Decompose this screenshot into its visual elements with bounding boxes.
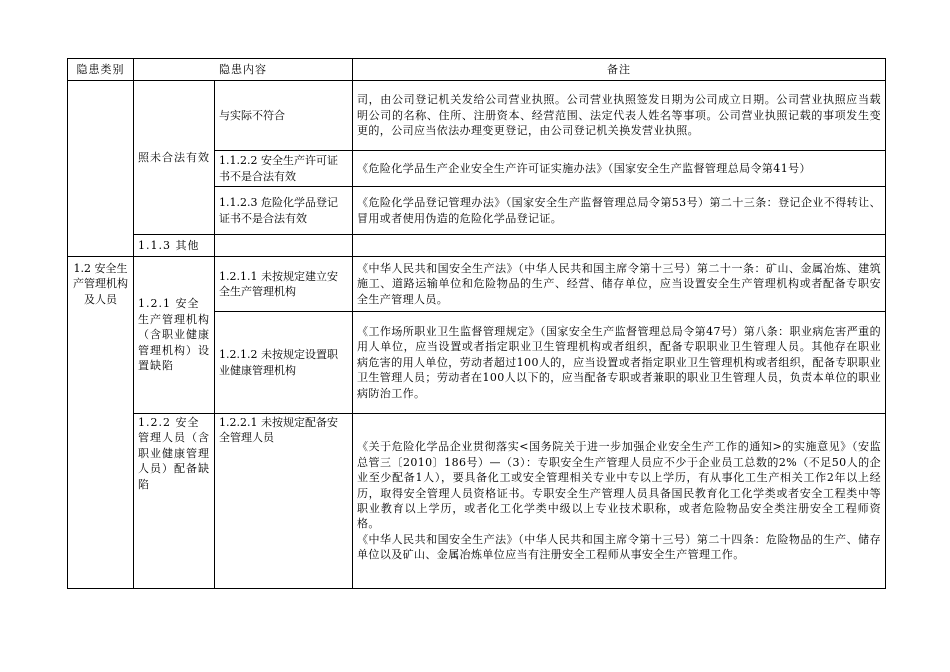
item-cell: 1.2.1.1 未按规定建立安全生产管理机构 xyxy=(215,257,353,312)
remark-paragraph: 《中华人民共和国安全生产法》（中华人民共和国主席令第十三号）第二十四条：危险物品的生产、储存单位以及矿山、金属冶炼单位应当有注册安全工程师从事安全生产管理工作。 xyxy=(357,532,881,562)
hazard-table xyxy=(67,58,886,589)
subcategory-cell: 1.2.2 安全管理人员（含职业健康管理人员）配备缺陷 xyxy=(134,414,215,589)
subcategory-cell: 1.2.1 安全生产管理机构（含职业健康管理机构）设置缺陷 xyxy=(134,257,215,414)
remark-cell: 《工作场所职业卫生监督管理规定》（国家安全生产监督管理总局令第47号）第八条：职业病危害严重的用人单位，应当设置或者指定职业卫生管理机构或者组织，配备专职职业卫生管理人员。其他存在职业病危害的用人单位，劳动者超过100人的，应当设置或者指定职业卫生管理机构或者组织，配备专职职业卫生管理人员；劳动者在100人以下的，应当配备专职或者兼职的职业卫生管理人员，负责本单位的职业病防治工作。 xyxy=(353,312,886,414)
remark-paragraph: 《关于危险化学品企业贯彻落实<国务院关于进一步加强企业安全生产工作的通知>的实施意见》（安监总管三〔2010〕186号）—（3）：专职安全生产管理人员应不少于企业员工总数的2%（不足50人的企业至少配备1人），要具备化工或安全管理相关专业中专以上学历，有从事化工生产相关工作2年以上经历，取得安全管理人员资格证书。专职安全生产管理人员具备国民教育化工化学类或者安全工程类中等职业教育以上学历，或者化工化学类中级以上专业技术职称，或者危险物品安全类注册安全工程师资格。 xyxy=(357,440,881,531)
table-row xyxy=(68,257,886,312)
remark-cell: 《中华人民共和国安全生产法》（中华人民共和国主席令第十三号）第二十一条：矿山、金属冶炼、建筑施工、道路运输单位和危险物品的生产、经营、储存单位，应当设置安全生产管理机构或者配备专职安全生产管理人员。 xyxy=(353,257,886,312)
item-cell: 1.1.2.3 危险化学品登记证书不是合法有效 xyxy=(215,187,353,235)
header-content: 隐患内容 xyxy=(134,59,353,81)
item-cell xyxy=(215,235,353,257)
category-cell: 1.2 安全生产管理机构及人员 xyxy=(68,257,134,589)
table-row xyxy=(68,235,886,257)
table-header-row xyxy=(68,59,886,81)
table-row xyxy=(68,81,886,151)
item-cell: 1.2.1.2 未按规定设置职业健康管理机构 xyxy=(215,312,353,414)
category-cell xyxy=(68,81,134,257)
item-cell: 与实际不符合 xyxy=(215,81,353,151)
item-cell: 1.2.2.1 未按规定配备安全管理人员 xyxy=(215,414,353,589)
header-remark: 备注 xyxy=(353,59,886,81)
subcategory-cell: 1.1.3 其他 xyxy=(134,235,215,257)
header-category: 隐患类别 xyxy=(68,59,134,81)
remark-cell: 《危险化学品登记管理办法》（国家安全生产监督管理总局令第53号）第二十三条：登记企业不得转让、冒用或者使用伪造的危险化学品登记证。 xyxy=(353,187,886,235)
remark-cell: 司，由公司登记机关发给公司营业执照。公司营业执照签发日期为公司成立日期。公司营业执照应当载明公司的名称、住所、注册资本、经营范围、法定代表人姓名等事项。公司营业执照记载的事项发生变更的，公司应当依法办理变更登记，由公司登记机关换发营业执照。 xyxy=(353,81,886,151)
item-cell: 1.1.2.2 安全生产许可证书不是合法有效 xyxy=(215,151,353,187)
remark-cell xyxy=(353,414,886,589)
subcategory-cell: 照未合法有效 xyxy=(134,81,215,235)
remark-cell xyxy=(353,235,886,257)
table-row xyxy=(68,414,886,589)
remark-cell: 《危险化学品生产企业安全生产许可证实施办法》（国家安全生产监督管理总局令第41号） xyxy=(353,151,886,187)
